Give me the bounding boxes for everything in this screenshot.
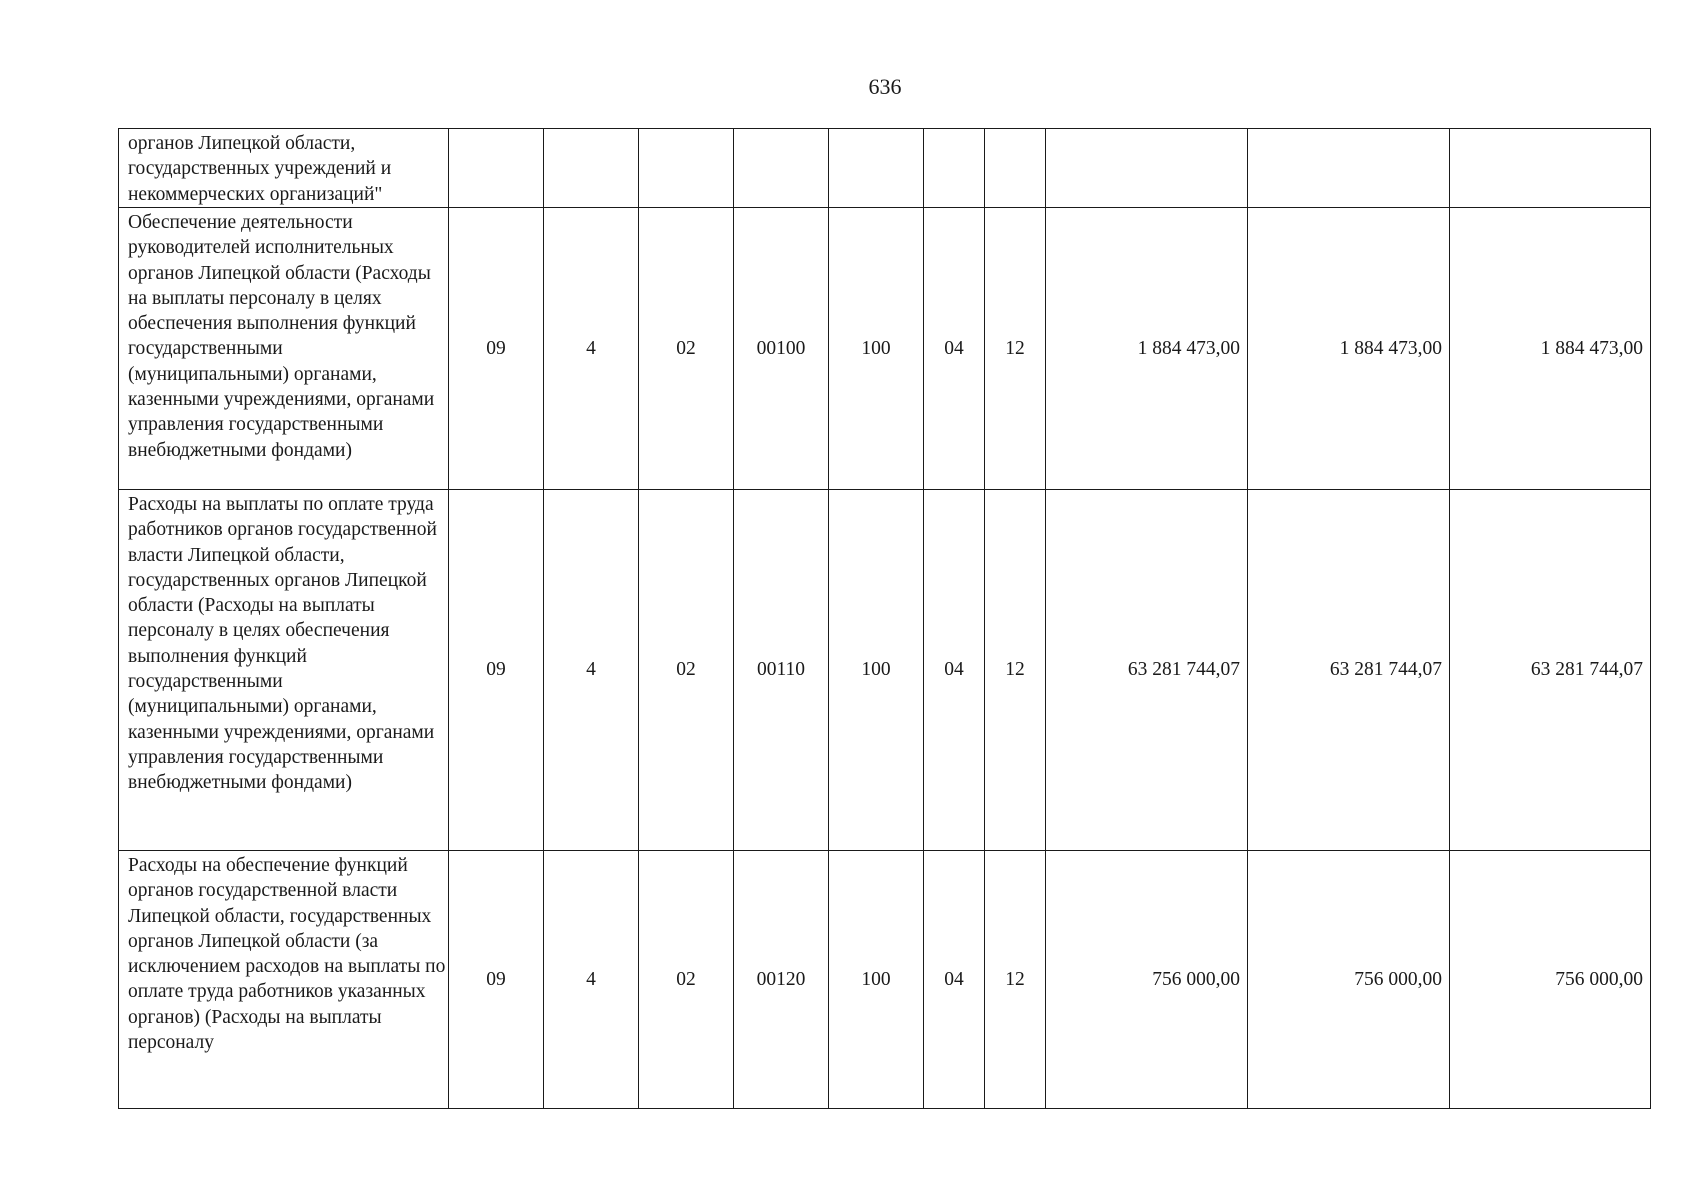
- row-description: Расходы на обеспечение функций органов государственной власти Липецкой области, государственных органов Липецкой области (за исключением расходов на выплаты по оплате труда работников указанных органов) (Расходы на выплаты персоналу: [119, 851, 449, 1109]
- subprogram-code-cell: 4: [544, 851, 639, 1109]
- subprogram-code-cell: 4: [544, 490, 639, 851]
- section-code-cell: 04: [924, 490, 985, 851]
- subprogram-code-cell: 4: [544, 208, 639, 490]
- table-row: [119, 129, 1651, 208]
- amount-cell: 1 884 473,00: [1046, 208, 1248, 490]
- program-code-cell: 09: [449, 851, 544, 1109]
- program-code-cell: [449, 129, 544, 208]
- main-activity-code-cell: 02: [639, 208, 734, 490]
- section-code-cell: 04: [924, 851, 985, 1109]
- section-code-cell: 04: [924, 208, 985, 490]
- program-code-cell: 09: [449, 208, 544, 490]
- amount-cell: 756 000,00: [1046, 851, 1248, 1109]
- main-activity-code-cell: 02: [639, 490, 734, 851]
- table-row: [119, 851, 1651, 1109]
- subsection-code-cell: 12: [985, 208, 1046, 490]
- table-row: [119, 490, 1651, 851]
- amount-cell: 756 000,00: [1248, 851, 1450, 1109]
- subsection-code-cell: 12: [985, 851, 1046, 1109]
- subsection-code-cell: [985, 129, 1046, 208]
- main-activity-code-cell: 02: [639, 851, 734, 1109]
- row-description: органов Липецкой области, государственных учреждений и некоммерческих организаций": [119, 129, 449, 208]
- direction-code-cell: 00100: [734, 208, 829, 490]
- row-description: Обеспечение деятельности руководителей исполнительных органов Липецкой области (Расходы на выплаты персоналу в целях обеспечения выполнения функций государственными (муниципальными) органами, казенными учреждениями, органами управления государственными внебюджетными фондами): [119, 208, 449, 490]
- amount-cell: 1 884 473,00: [1450, 208, 1651, 490]
- amount-cell: 63 281 744,07: [1046, 490, 1248, 851]
- expense-type-code-cell: 100: [829, 851, 924, 1109]
- main-activity-code-cell: [639, 129, 734, 208]
- budget-table: [118, 128, 1651, 1109]
- expense-type-code-cell: 100: [829, 490, 924, 851]
- direction-code-cell: 00120: [734, 851, 829, 1109]
- program-code-cell: 09: [449, 490, 544, 851]
- amount-cell: [1450, 129, 1651, 208]
- page-number: 636: [868, 74, 902, 99]
- row-description: Расходы на выплаты по оплате труда работников органов государственной власти Липецкой области, государственных органов Липецкой области (Расходы на выплаты персоналу в целях обеспечения выполнения функций государственными (муниципальными) органами, казенными учреждениями, органами управления государственными внебюджетными фондами): [119, 490, 449, 851]
- amount-cell: 756 000,00: [1450, 851, 1651, 1109]
- expense-type-code-cell: [829, 129, 924, 208]
- amount-cell: 63 281 744,07: [1450, 490, 1651, 851]
- expense-type-code-cell: 100: [829, 208, 924, 490]
- amount-cell: [1248, 129, 1450, 208]
- amount-cell: 1 884 473,00: [1248, 208, 1450, 490]
- amount-cell: [1046, 129, 1248, 208]
- subsection-code-cell: 12: [985, 490, 1046, 851]
- amount-cell: 63 281 744,07: [1248, 490, 1450, 851]
- table-row: [119, 208, 1651, 490]
- direction-code-cell: [734, 129, 829, 208]
- section-code-cell: [924, 129, 985, 208]
- direction-code-cell: 00110: [734, 490, 829, 851]
- subprogram-code-cell: [544, 129, 639, 208]
